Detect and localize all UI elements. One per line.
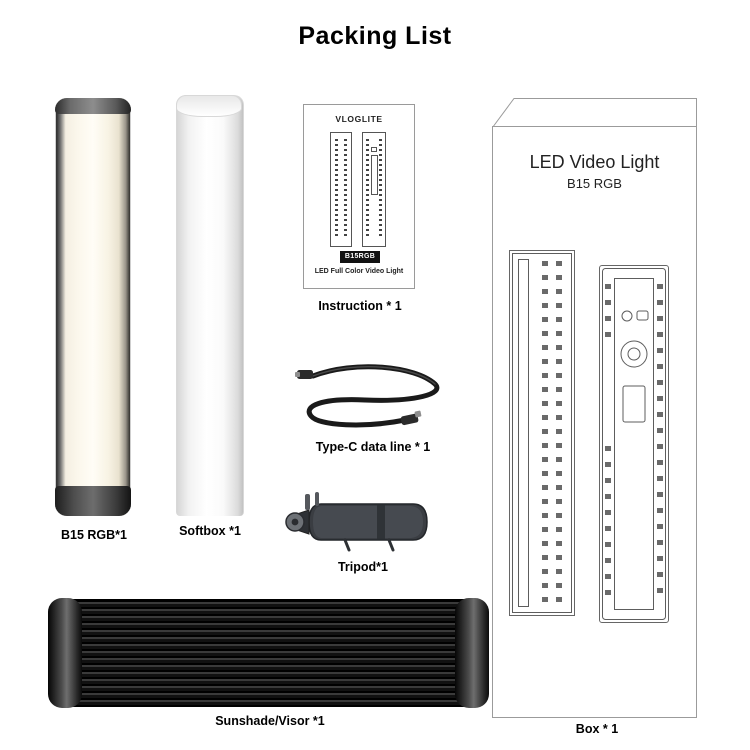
softbox-top-lip-icon [176, 95, 242, 117]
light-stick-bottom-cap-icon [55, 486, 131, 516]
box-art-control-unit [599, 265, 669, 623]
booklet-product-illustration-right [362, 132, 386, 247]
usb-cable-icon [295, 362, 445, 432]
booklet-subtitle: LED Full Color Video Light [314, 268, 404, 275]
booklet-product-illustration-left [330, 132, 352, 247]
box-product-title: LED Video Light [529, 152, 660, 172]
visor-end-cap-left-icon [48, 598, 82, 708]
sunshade-visor-icon [55, 600, 483, 706]
mini-tripod-icon [285, 488, 437, 558]
caption-sunshade-visor: Sunshade/Visor *1 [215, 714, 325, 728]
caption-tripod: Tripod*1 [337, 560, 388, 574]
led-light-stick-icon [55, 98, 131, 516]
page-title: Packing List [298, 22, 452, 50]
caption-b15-rgb: B15 RGB*1 [61, 528, 127, 542]
booklet-brand-label: VLOGLITE [335, 114, 383, 124]
light-stick-top-cap-icon [55, 98, 131, 114]
caption-instruction: Instruction * 1 [318, 299, 402, 313]
box-product-model: B15 RGB [567, 176, 622, 191]
caption-softbox: Softbox *1 [179, 524, 241, 538]
booklet-model-badge: B15RGB [340, 251, 380, 263]
visor-end-cap-right-icon [455, 598, 489, 708]
caption-box: Box * 1 [575, 722, 619, 736]
box-art-light-bar [509, 250, 575, 616]
caption-type-c-cable: Type-C data line * 1 [315, 440, 431, 454]
softbox-diffuser-icon [176, 95, 244, 516]
box-top-flap [492, 98, 697, 128]
